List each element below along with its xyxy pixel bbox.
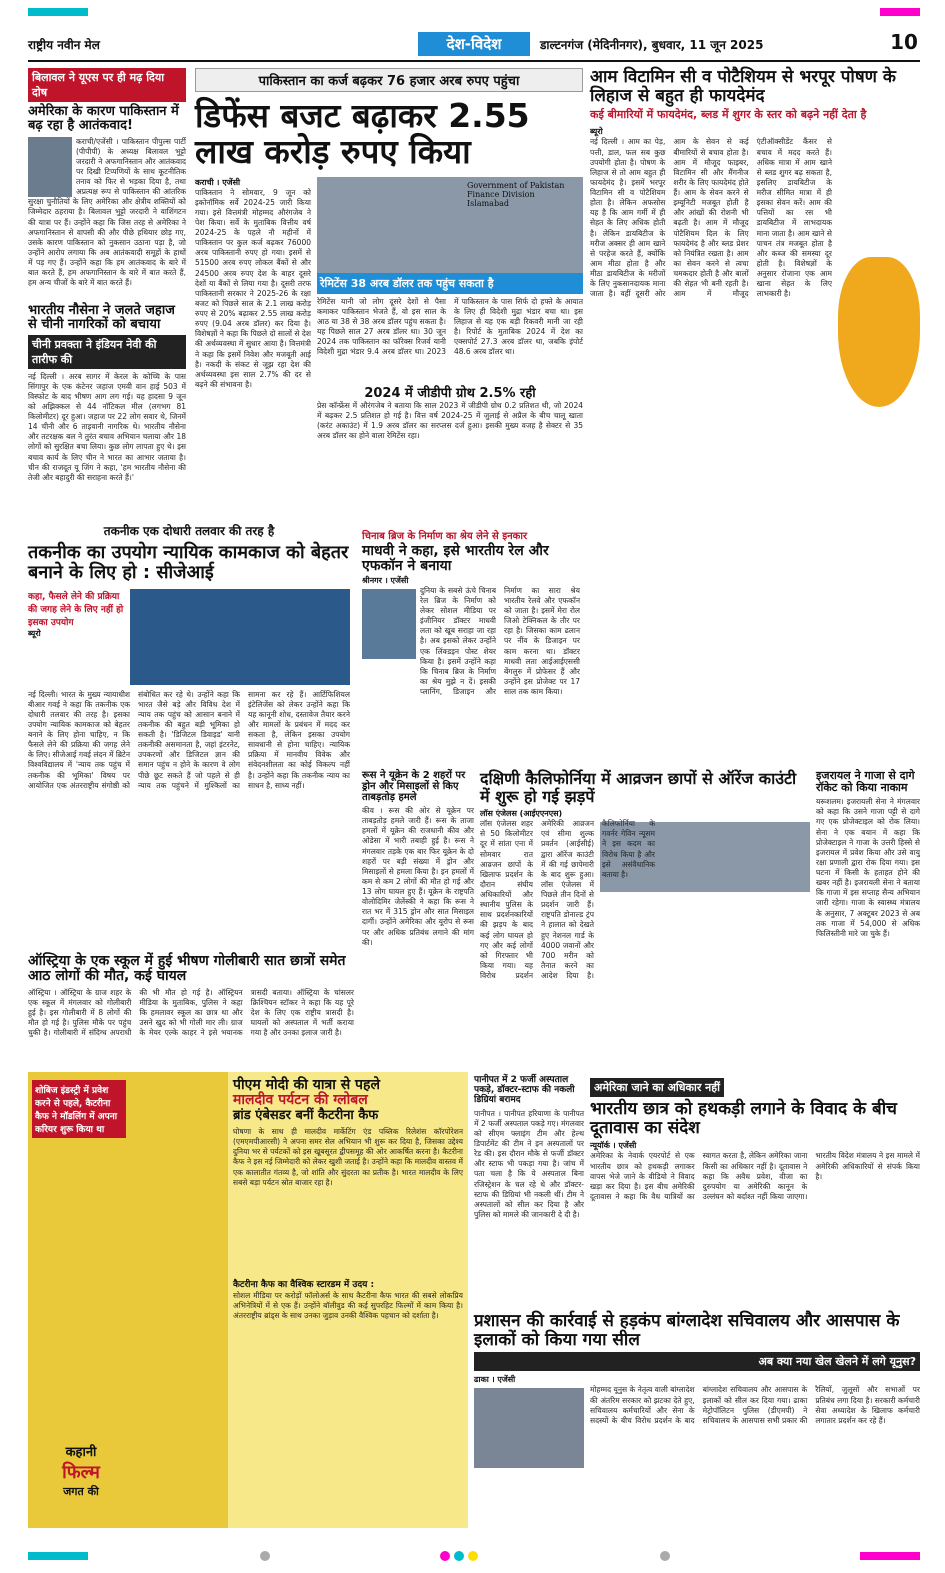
story-gaza	[816, 770, 920, 1008]
headline: दक्षिणी कैलिफोर्निया में आव्रजन छापों से ऑरेंज काउंटी में शुरू हो गई झड़पें	[480, 769, 797, 806]
kicker: अमेरिका जाने का अधिकार नहीं	[590, 1078, 724, 1097]
story-pak-afghan	[28, 68, 186, 298]
headline-line2: मालदीव पर्यटन की ग्लोबल	[233, 1092, 368, 1109]
headline: पानीपत में 2 फर्जी अस्पताल पकड़े, डॉक्टर-स्टाफ की नकली डिग्रियां बरामद	[474, 1075, 575, 1105]
headline: इजरायल ने गाजा से दागे रॉकेट को किया नाकाम	[816, 769, 915, 795]
side-text: शोबिज इंडस्ट्री में प्रवेश करने से पहले, कैटरीना कैफ ने मॉडलिंग में अपना करियर शुरू किया था	[32, 1080, 126, 1138]
sub-body: सोशल मीडिया पर करोड़ों फॉलोअर्स के साथ कैटरीना कैफ भारत की सबसे लोकप्रिय अभिनेत्रियों में से एक हैं। उन्होंने बॉलीवुड की कई सुपरहिट फिल्मों में काम किया है। अंतरराष्ट्रीय ब्रांड्स के साथ उनका जुड़ाव उनकी वैश्विक पहचान को दर्शाता है।	[233, 1290, 463, 1321]
story-russia	[362, 770, 474, 1008]
story-body: मोहम्मद यूनुस के नेतृत्व वाली बांग्लादेश की अंतरिम सरकार को झटका देते हुए, सचिवालय कर्मचारियों और सेना के सदस्यों के बीच विरोध प्रदर्शन के बाद बांग्लादेश सचिवालय और आसपास के इलाकों को सील कर दिया गया। ढाका मेट्रोपॉलिटन पुलिस (डीएमपी) ने सचिवालय के आसपास सभी प्रकार की रैलियों, जुलूसों और सभाओं पर प्रतिबंध लगा दिया है। सरकारी कर्मचारी सेवा अध्यादेश के खिलाफ कर्मचारी लगातार प्रदर्शन कर रहे हैं।	[590, 1385, 920, 1425]
kicker: चीनी प्रवक्ता ने इंडियन नेवी की तारीफ की	[28, 335, 186, 369]
byline: श्रीनगर । एजेंसी	[362, 575, 409, 585]
dateline: डाल्टनगंज (मेदिनीनगर), बुधवार, 11 जून 2025	[540, 38, 764, 52]
story-austria	[28, 954, 354, 1066]
registration-dot	[660, 1551, 670, 1561]
story-body: अमेरिका के नेवार्क एयरपोर्ट से एक भारतीय छात्र को हथकड़ी लगाकर वापस भेजे जाने के वीडियो ने विवाद खड़ा कर दिया है। इस बीच अमेरिकी दूतावास ने कहा कि वैध यात्रियों का स्वागत करता है, लेकिन अमेरिका जाना किसी का अधिकार नहीं है। दूतावास ने कहा कि अवैध प्रवेश, वीजा का दुरुपयोग या अमेरिकी कानून के उल्लंघन को बर्दाश्त नहीं किया जाएगा। भारतीय विदेश मंत्रालय ने इस मामले में अमेरिकी अधिकारियों से संपर्क किया है।	[590, 1151, 920, 1201]
byline: न्यूयॉर्क । एजेंसी	[590, 1141, 637, 1151]
gdp-body: प्रेस कॉन्फ्रेंस में औरंगजेब ने बताया कि साल 2023 में जीडीपी ग्रोथ 0.2 प्रतिशत थी, जो 2024 में बढ़कर 2.5 प्रतिशत हो गई है। वित्त वर्ष 2024-25 में जुलाई से अप्रैल के बीच चालू खाता (करंट अकाउंट) में 1.9 अरब डॉलर का सरप्लस दर्ज हुआ। इसकी मुख्य वजह है सेक्टर से 35 अरब डॉलर का होने वाला रेमिटेंस रहा।	[317, 400, 583, 441]
photo-caption: रेमिटेंस 38 अरब डॉलर तक पहुंच सकता है	[317, 273, 583, 294]
photo-bilawal	[28, 137, 72, 197]
story-body: दुनिया के सबसे ऊंचे चिनाब रेल ब्रिज के निर्माण को लेकर सोशल मीडिया पर इंजीनियर डॉक्टर माधवी लता को खूब सराहा जा रहा है। अब इसको लेकर उन्होंने एक लिंक्डइन पोस्ट शेयर किया है। इसमें उन्होंने कहा कि चिनाब ब्रिज के निर्माण का श्रेय मुझे न दें। इसकी प्लानिंग, डिजाइन और निर्माण का सारा श्रेय भारतीय रेलवे और एफकॉन को जाता है। इसमें मेरा रोल जिओ टेक्निकल के तौर पर रहा है। जिसका काम ढलान पर नींव के डिजाइन पर काम करना था। डॉक्टर माधवी लता आईआईएससी बेंगलुरु में प्रोफेसर हैं और उन्होंने इस प्रोजेक्ट पर 17 साल तक काम किया।	[420, 585, 580, 697]
story-student	[590, 1076, 920, 1306]
registration-dot	[454, 1551, 464, 1561]
story-bangladesh	[474, 1312, 920, 1528]
kicker: चिनाब ब्रिज के निर्माण का श्रेय लेने से इनकार	[362, 531, 528, 542]
logo-kahani: कहानी फिल्म जगत की	[62, 1445, 100, 1498]
headline: ऑस्ट्रिया के एक स्कूल में हुई भीषण गोलीबारी सात छात्रों समेत आठ लोगों की मौत, कई घायल	[28, 953, 346, 985]
registration-dot	[440, 1551, 450, 1561]
byline: लॉस एंजेलस (आईएएनएस)	[480, 809, 563, 819]
story-body: कराची/एजेंसी । पाकिस्तान पीपुल्स पार्टी (पीपीपी) के अध्यक्ष बिलावल भुट्टो जरदारी ने अफगानिस्तान और आतंकवाद पर दिखी टिप्पणियों के साथ कूटनीतिक तनाव को फिर से भड़का दिया है, तथा अप्रत्यक्ष रूप से पाकिस्तान की आंतरिक सुरक्षा चुनौतियों के लिए अमेरिका और क्षेत्रीय शक्तियों को जिम्मेदार ठहराया है। बिलावल भुट्टो जरदारी ने वाशिंगटन की यात्रा पर हैं। उन्होंने कहा कि जिस तरह से अमेरिका ने अफगानिस्तान से वापसी की और पीछे हथियार छोड़ गए, उसके कारण पाकिस्तान को नुकसान उठाना पड़ा है, जो उन्होंने आरोप लगाया कि अब आतंकवादी समूहों के हाथों में पड़ गए हैं। उन्होंने कहा कि हम आतंकवाद के बारे में बात करते हैं, हम अफगानिस्तान के बारे में बात करते हैं, हम अन्य चीजों के बारे में बात करते हैं।	[28, 136, 186, 288]
story-body: ऑस्ट्रिया । ऑस्ट्रिया के ग्राज शहर के एक स्कूल में मंगलवार को गोलीबारी हुई है। इस गोलीबारी में 8 लोगों की मौत हो गई है। पुलिस मौके पर पहुंच चुकी है। गोलीबारी में संदिग्ध अपराधी की भी मौत हो गई है। ऑस्ट्रियन मीडिया के मुताबिक, पुलिस ने कहा कि हमलावर स्कूल का छात्र था और उसने खुद को भी गोली मार ली। ग्राज के मेयर एल्के काहर ने इसे भयानक त्रासदी बताया। ऑस्ट्रिया के चांसलर क्रिश्चियन स्टॉकर ने कहा कि यह पूरे देश के लिए एक राष्ट्रीय त्रासदी है। घायलों को अस्पताल में भर्ती कराया गया है और उनका इलाज जारी है।	[28, 987, 354, 1038]
story-body: पानीपत । पानीपत हरियाणा के पानीपत में 2 फर्जी अस्पताल पकड़े गए। मंगलवार को सीएम फ्लाइंग टीम और हेल्थ डिपार्टमेंट की टीम ने इन अस्पतालों पर रेड की। इस दौरान मौके से फर्जी डॉक्टर और स्टाफ भी पकड़ा गया है। जांच में पता चला है कि ये अस्पताल बिना रजिस्ट्रेशन के चल रहे थे और डॉक्टर-स्टाफ की डिग्रियां भी नकली थीं। टीम ने अस्पतालों को सील कर दिया है और पुलिस को मामले की जानकारी दे दी है।	[474, 1108, 584, 1219]
remittance-body: रेमिटेंस यानी जो लोग दूसरे देशों से पैसा कमाकर पाकिस्तान भेजते हैं, वो इस साल के आठ या 38 से 38 अरब डॉलर पहुंच सकता है। यह पिछले साल 27 अरब डॉलर था। 30 जून 2024 तक पाकिस्तान का फॉरेक्स रिजर्व यानी विदेशी मुद्रा भंडार 9.4 अरब डॉलर था। 2023 में पाकिस्तान के पास सिर्फ दो हफ्ते के आयात के लिए ही विदेशी मुद्रा भंडार बचा था। इस लिहाज से यह एक बड़ी रिकवरी मानी जा रही है। रिपोर्ट के मुताबिक 2024 में देश का एक्सपोर्ट 27.3 अरब डॉलर था, जबकि इंपोर्ट 48.6 अरब डॉलर था।	[317, 296, 583, 357]
photo-yunus	[474, 1388, 584, 1468]
headline: डिफेंस बजट बढ़ाकर 2.55 लाख करोड़ रुपए किया	[195, 96, 530, 172]
gdp-head: 2024 में जीडीपी ग्रोथ 2.5% रही	[364, 385, 536, 401]
color-bar	[880, 8, 920, 16]
photo-technology	[130, 589, 350, 685]
photo-press-conference	[317, 177, 583, 273]
headline: प्रशासन की कार्रवाई से हड़कंप बांग्लादेश सचिवालय और आसपास के इलाकों को किया गया सील	[474, 1311, 900, 1350]
masthead-left: राष्ट्रीय नवीन मेल	[28, 38, 100, 52]
registration-dot	[468, 1551, 478, 1561]
registration-dot	[260, 1551, 270, 1561]
subhead: कई बीमारियों में फायदेमंद, ब्लड में शुगर के स्तर को बढ़ने नहीं देता है	[590, 108, 867, 122]
story-body: नई दिल्ली । अरब सागर में केरल के कोच्चि के पास सिंगापुर के एक कंटेनर जहाज एमवी वान हाई 503 में विस्फोट के बाद भीषण आग लग गई। यह हादसा 9 जून को अझिक्कल से 44 नॉटिकल मील (लगभग 81 किलोमीटर) दूर हुआ। जहाज पर 22 लोग सवार थे, जिनमें 14 चीनी और 6 ताइवानी नागरिक थे। भारतीय नौसेना और तटरक्षक बल ने तुरंत बचाव अभियान चलाया और 18 लोगों को सुरक्षित बचा लिया। कुछ लोग लापता हुए थे। इस बचाव कार्य के लिए चीन ने भारत का आभार जताया है। चीन की राजदूत यू जिंग ने कहा, 'हम भारतीय नौसेना की तेजी और बहादुरी की सराहना करते हैं।'	[28, 371, 186, 482]
feature-katrina	[28, 1072, 468, 1528]
header-rule	[28, 60, 920, 62]
mango-image	[838, 257, 920, 407]
byline: ढाका । एजेंसी	[474, 1375, 516, 1385]
story-body: नई दिल्ली। भारत के मुख्य न्यायाधीश बीआर गवई ने कहा कि तकनीक एक दोधारी तलवार की तरह है। इसका उपयोग न्यायिक कामकाज को बेहतर बनाने के लिए होना चाहिए, न कि फैसले लेने की प्रक्रिया की जगह लेने के लिए। सीजेआई गवई लंदन में ब्रिटेन विश्वविद्यालय में 'न्याय तक पहुंच में तकनीक की भूमिका' विषय पर आयोजित एक अंतरराष्ट्रीय संगोष्ठी को संबोधित कर रहे थे। उन्होंने कहा कि भारत जैसे बड़े और विविध देश में न्याय तक पहुंच को आसान बनाने में तकनीक की बहुत बड़ी भूमिका हो सकती है। 'डिजिटल डिवाइड' यानी तकनीकी असमानता है, जहां इंटरनेट, उपकरणों और डिजिटल ज्ञान की समान पहुंच न होने के कारण वे लोग पीछे छूट सकते हैं जो पहले से ही न्याय तक पहुंचने में मुश्किलों का सामना कर रहे हैं। आर्टिफिशियल इंटेलिजेंस को लेकर उन्होंने कहा कि यह कानूनी शोध, दस्तावेज तैयार करने और मामलों के प्रबंधन में मदद कर सकता है, लेकिन इसका उपयोग सावधानी से होना चाहिए। न्यायिक प्रक्रिया में मानवीय विवेक और संवेदनशीलता का कोई विकल्प नहीं है। उन्होंने कहा कि तकनीक न्याय का साधन है, साध्य नहीं।	[28, 689, 350, 790]
headline: अमेरिका के कारण पाकिस्तान में बढ़ रहा है आतंकवाद!	[28, 104, 179, 134]
headline-line1: पीएम मोदी की यात्रा से पहले	[233, 1077, 380, 1093]
story-cji	[28, 522, 350, 948]
story-body: यरूशलम। इजरायली सेना ने मंगलवार को कहा कि उसने गाजा पट्टी से दागे गए एक प्रोजेक्टाइल को रोक लिया। सेना ने एक बयान में कहा कि प्रोजेक्टाइल ने गाजा के उत्तरी हिस्से से इजरायल में प्रवेश किया और उसे वायु रक्षा प्रणाली द्वारा रोक दिया गया। इस घटना में किसी के हताहत होने की खबर नहीं है। इजरायली सेना ने बताया कि गाजा में इस सप्ताह सैन्य अभियान जारी रहेगा। गाजा के स्वास्थ्य मंत्रालय के अनुसार, 7 अक्टूबर 2023 से अब तक गाजा में 54,000 से अधिक फिलिस्तीनी मारे जा चुके हैं।	[816, 797, 920, 938]
color-bar	[28, 8, 88, 16]
story-navy	[28, 304, 186, 514]
headline-line3: ब्रांड एंबेसडर बनीं कैटरीना कैफ	[233, 1107, 379, 1123]
byline: ब्यूरो	[590, 127, 603, 137]
feature-body: घोषणा के साथ ही मालदीव मार्केटिंग एंड पब्लिक रिलेशंस कॉरपोरेशन (एमएमपीआरसी) ने अपना समर सेल अभियान भी शुरू कर दिया है, जिसका उद्देश्य दुनिया भर से पर्यटकों को इस खूबसूरत द्वीपसमूह की ओर आकर्षित करना है। कैटरीना कैफ ने इस नई जिम्मेदारी को लेकर खुशी जताई है। उन्होंने कहा कि मालदीव वास्तव में एक कालातीत गंतव्य है, जो शांति और सुंदरता का प्रतीक है। भारत मालदीव के लिए सबसे बड़ा पर्यटन स्रोत बाजार रहा है।	[233, 1127, 463, 1187]
byline: ब्यूरो	[28, 628, 41, 638]
section-label: देश-विदेश	[418, 32, 530, 56]
color-bar	[28, 1552, 88, 1560]
story-pak-budget	[195, 68, 583, 518]
page-number: 10	[890, 30, 918, 54]
photo-sign: Government of Pakistan Finance Division Islamabad	[467, 180, 565, 208]
byline: कराची । एजेंसी	[195, 177, 241, 187]
story-chenab	[362, 528, 580, 768]
headline: रूस ने यूक्रेन के 2 शहरों पर ड्रोन और मिसाइलों से किए ताबड़तोड़ हमले	[362, 770, 466, 803]
kicker: बिलावल ने यूएस पर ही मढ़ दिया दोष	[28, 68, 186, 102]
kicker: पाकिस्तान का कर्ज बढ़कर 76 हजार अरब रुपए पहुंचा	[195, 68, 583, 92]
story-vitamin	[590, 68, 920, 768]
story-body: नई दिल्ली । आम का पेड़, पत्ती, डाल, फल सब कुछ उपयोगी होता है। पोषण के लिहाज से तो आम बहुत ही फायदेमंद है। इसमें भरपूर विटामिन सी व पोटैशियम होता है। लेकिन अफसोस यह है कि आम गर्मी में ही सेहत के लिए अधिक होती है। लेकिन डायबिटीज के मरीज अक्सर ही आम खाने से परहेज करते हैं, क्योंकि आम मीठा होता है और मीठा डायबिटीज के मरीजों के लिए नुकसानदायक माना जाता है। वहीं दूसरी ओर आम के सेवन से कई बीमारियों से बचाव होता है। आम में मौजूद फाइबर, विटामिन सी और मैंगनीज शरीर के लिए फायदेमंद होते हैं। आम के सेवन करने से इम्यूनिटी मजबूत होती है और आंखों की रोशनी भी बढ़ती है। आम में मौजूद पोटैशियम दिल के लिए फायदेमंद है और ब्लड प्रेशर को नियंत्रित रखता है। आम का सेवन करने से त्वचा चमकदार होती है और बालों की सेहत भी बनी रहती है। आम में मौजूद एंटीऑक्सीडेंट कैंसर से बचाव में मदद करते हैं। अधिक मात्रा में आम खाने से ब्लड शुगर बढ़ सकता है, इसलिए डायबिटीज के मरीज सीमित मात्रा में ही इसका सेवन करें। आम की पत्तियों का रस भी डायबिटीज में लाभदायक माना जाता है। आम खाने से पाचन तंत्र मजबूत होता है और कब्ज की समस्या दूर होती है। विशेषज्ञों के अनुसार रोजाना एक आम खाना सेहत के लिए लाभकारी है।	[590, 137, 832, 299]
story-body: कीव । रूस की ओर से यूक्रेन पर ताबड़तोड़ हमले जारी हैं। रूस के ताजा हमलों में यूक्रेन की राजधानी कीव और ओडेसा में भारी तबाही हुई है। रूस ने मंगलवार तड़के एक बार फिर यूक्रेन के दो शहरों पर बड़ी संख्या में ड्रोन और मिसाइलों से हमला किया है। इन हमलों में कम से कम 2 लोगों की मौत हो गई और 13 लोग घायल हुए हैं। यूक्रेन के राष्ट्रपति वोलोदिमिर जेलेंस्की ने कहा कि रूस ने रात भर में 315 ड्रोन और सात मिसाइल दागीं। उन्होंने अमेरिका और यूरोप से रूस पर और अधिक प्रतिबंध लगाने की मांग की।	[362, 806, 474, 947]
kicker: तकनीक एक दोधारी तलवार की तरह है	[103, 524, 275, 538]
color-bar	[860, 1552, 920, 1560]
headline: आम विटामिन सी व पोटैशियम से भरपूर पोषण के लिहाज से बहुत ही फायदेमंद	[590, 67, 896, 106]
tag: अब क्या नया खेल खेलने में लगे यूनुस?	[474, 1352, 920, 1371]
story-body: पाकिस्तान ने सोमवार, 9 जून को इकोनॉमिक सर्वे 2024-25 जारी किया गया। इसे वित्तमंत्री मोहम्मद औरंगजेब ने पेश किया। सर्वे के मुताबिक वित्तीय वर्ष 2024-25 के पहले नौ महीनों में पाकिस्तान पर कुल कर्ज बढ़कर 76000 अरब पाकिस्तानी रुपए हो गया। इसमें से 51500 अरब रुपए लोकल बैंकों से और 24500 अरब रुपए देश के बाहर दूसरे देशों या बैंकों से लिया गया है। दूसरी तरफ पाकिस्तानी सरकार ने 2025-26 के रक्षा बजट को पिछले साल के 2.1 लाख करोड़ रुपए से 20% बढ़ाकर 2.55 लाख करोड़ रुपए (9.04 अरब डॉलर) कर दिया है। विशेषज्ञों ने कहा कि पिछले दो सालों से देश की अर्थव्यवस्था में सुधार आया है। वित्तमंत्री ने कहा कि इसमें निवेश और मजबूती आई है। नकदी के संकट से जूझ रहा देश की अर्थव्यवस्था इस साल 2.7% की दर से बढ़ने की संभावना है।	[195, 187, 311, 389]
story-california	[480, 770, 810, 1008]
headline: माधवी ने कहा, इसे भारतीय रेल और एफकॉन ने बनाया	[362, 543, 549, 575]
story-hospital	[474, 1076, 584, 1306]
headline: तकनीक का उपयोग न्यायिक कामकाज को बेहतर बनाने के लिए हो : सीजेआई	[28, 542, 349, 583]
headline: भारतीय नौसेना ने जलते जहाज से चीनी नागरिकों को बचाया	[28, 303, 175, 333]
sub-head: कैटरीना कैफ का वैश्विक स्टारडम में उदय :	[233, 1280, 375, 1291]
story-body: लॉस एंजेलस शहर से 50 किलोमीटर दूर में सांता एना में सोमवार रात आव्रजन छापों के खिलाफ प्रदर्शन के दौरान संघीय अधिकारियों और स्थानीय पुलिस के साथ प्रदर्शनकारियों की झड़प के बाद कई लोग घायल हो गए और कई लोगों को गिरफ्तार भी किया गया। यह विरोध प्रदर्शन अमेरिकी आव्रजन एवं सीमा शुल्क प्रवर्तन (आईसीई) द्वारा ऑरेंज काउंटी में की गई छापेमारी के बाद शुरू हुआ। लॉस एंजेलस में पिछले तीन दिनों से प्रदर्शन जारी हैं। राष्ट्रपति डोनाल्ड ट्रंप ने हालात को देखते हुए नेशनल गार्ड के 4000 जवानों और 700 मरीन को तैनात करने का आदेश दिया है।	[480, 819, 594, 981]
pullquote: कहा, फैसले लेने की प्रक्रिया की जगह लेने के लिए नहीं हो इसका उपयोग	[28, 591, 124, 628]
photo-madhavi	[362, 589, 416, 659]
headline: भारतीय छात्र को हथकड़ी लगाने के विवाद के बीच दूतावास का संदेश	[590, 1099, 897, 1138]
